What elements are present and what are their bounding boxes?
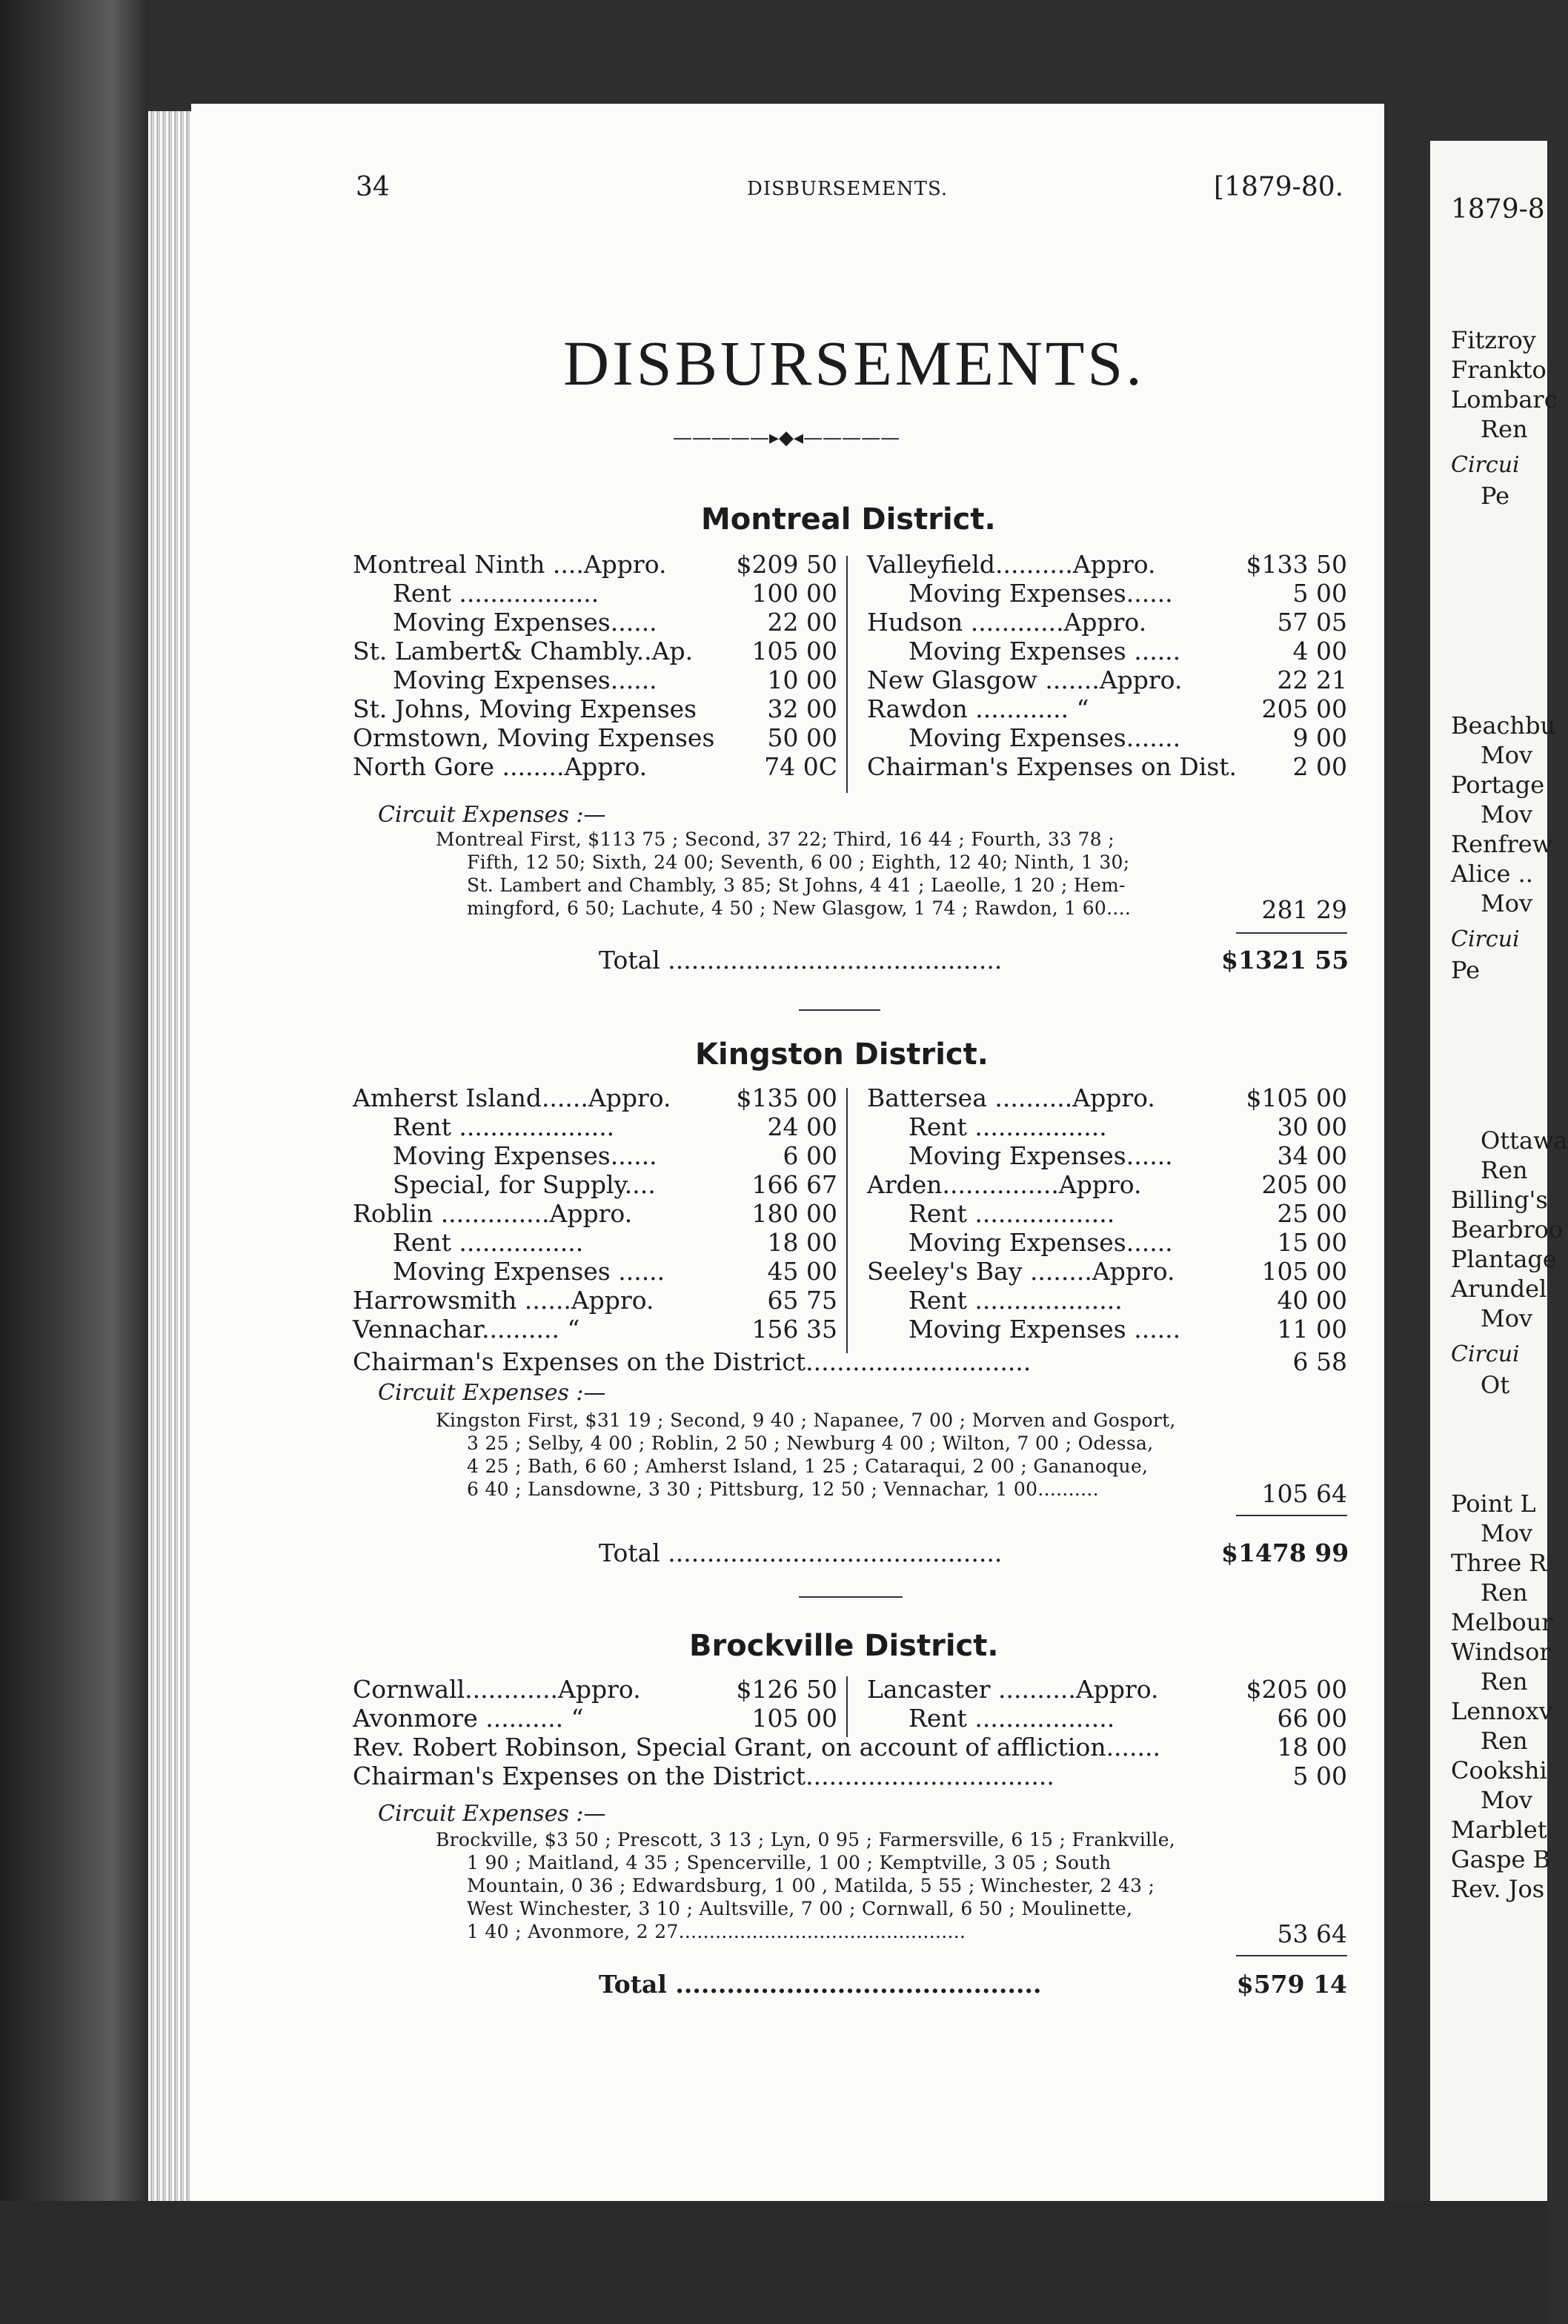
total-rule — [1236, 1515, 1347, 1516]
line-item-label: Moving Expenses...... — [908, 1141, 1173, 1170]
facing-page-line: Pe — [1451, 956, 1481, 984]
line-item-amount: 105 00 — [751, 1704, 837, 1733]
section-divider — [799, 1009, 880, 1011]
facing-page-line: Renfrew — [1451, 830, 1553, 858]
line-item-amount: 105 00 — [751, 637, 837, 665]
kingston-total-label: Total ........................................... — [599, 1538, 1003, 1567]
line-item-label: Moving Expenses...... — [393, 1141, 657, 1170]
facing-page-line: Alice .. — [1451, 860, 1533, 888]
facing-page-line: Beachbu — [1451, 711, 1556, 740]
ornament-divider: —————▸◆◂————— — [673, 427, 900, 449]
facing-page-line: Point L — [1451, 1490, 1536, 1518]
circuit-expense-line: 4 25 ; Bath, 6 60 ; Amherst Island, 1 25 ; Cataraqui, 2 00 ; Gananoque, — [467, 1455, 1149, 1477]
line-item-amount: $126 50 — [736, 1675, 837, 1704]
circuit-expense-line: Fifth, 12 50; Sixth, 24 00; Seventh, 6 00 ; Eighth, 12 40; Ninth, 1 30; — [467, 851, 1130, 873]
line-item-amount: 30 00 — [1277, 1112, 1347, 1141]
circuit-expense-line: mingford, 6 50; Lachute, 4 50 ; New Glasgow, 1 74 ; Rawdon, 1 60.... — [467, 897, 1132, 919]
column-divider — [846, 1676, 848, 1737]
line-item-amount: 40 00 — [1277, 1286, 1347, 1315]
line-item-label: Rev. Robert Robinson, Special Grant, on account of affliction....... — [353, 1733, 1160, 1762]
line-item-amount: $105 00 — [1246, 1083, 1347, 1112]
facing-page-line: Mov — [1481, 889, 1533, 917]
line-item-label: Seeley's Bay ........Appro. — [867, 1257, 1175, 1286]
line-item-amount: 156 35 — [751, 1315, 837, 1344]
facing-page-line: Ren — [1481, 1156, 1528, 1184]
facing-page-line: Three R — [1451, 1549, 1547, 1577]
line-item-amount: 18 00 — [767, 1228, 837, 1257]
facing-page-line: Plantage — [1451, 1245, 1557, 1273]
line-item-amount: 57 05 — [1277, 608, 1347, 637]
circuit-expense-line: Kingston First, $31 19 ; Second, 9 40 ; Napanee, 7 00 ; Morven and Gosport, — [436, 1410, 1176, 1431]
line-item-amount: 50 00 — [767, 723, 837, 752]
kingston-chairman-amount: 6 58 — [1292, 1347, 1347, 1376]
line-item-label: Moving Expenses...... — [908, 1228, 1173, 1257]
facing-page-line: Ren — [1481, 415, 1528, 443]
line-item-label: Roblin ..............Appro. — [353, 1199, 633, 1228]
line-item-label: Cornwall............Appro. — [353, 1675, 641, 1704]
line-item-amount: 11 00 — [1277, 1315, 1347, 1344]
facing-page-line: Ren — [1481, 1727, 1528, 1755]
line-item-amount: 10 00 — [767, 665, 837, 694]
brockville-total-amount: $579 14 — [1236, 1970, 1347, 1999]
page-stack-edges — [148, 111, 193, 2201]
district-heading-kingston: Kingston District. — [695, 1038, 989, 1072]
circuit-expense-line: West Winchester, 3 10 ; Aultsville, 7 00 ; Cornwall, 6 50 ; Moulinette, — [467, 1898, 1133, 1919]
page-number: 34 — [356, 172, 390, 202]
line-item-label: New Glasgow .......Appro. — [867, 665, 1183, 694]
facing-page-line: Mov — [1481, 800, 1533, 829]
line-item-amount: $209 50 — [736, 550, 837, 579]
line-item-amount: 205 00 — [1261, 1170, 1347, 1199]
facing-page-line: Circui — [1451, 926, 1520, 952]
line-item-amount: 66 00 — [1277, 1704, 1347, 1733]
section-divider — [799, 1596, 903, 1598]
line-item-label: Hudson ............Appro. — [867, 608, 1147, 637]
line-item-label: Battersea ..........Appro. — [867, 1083, 1155, 1112]
line-item-label: Moving Expenses....... — [908, 723, 1181, 752]
line-item-label: Valleyfield..........Appro. — [867, 550, 1156, 579]
facing-page-line: Ren — [1481, 1667, 1528, 1696]
line-item-label: Rent ................ — [393, 1228, 584, 1257]
facing-page-line: Mov — [1481, 1304, 1533, 1332]
line-item-label: Rent ................... — [908, 1286, 1123, 1315]
line-item-label: Moving Expenses ...... — [393, 1257, 665, 1286]
line-item-label: Chairman's Expenses on Dist. — [867, 752, 1238, 781]
montreal-total-amount: $1321 55 — [1221, 946, 1349, 975]
line-item-amount: 6 00 — [783, 1141, 837, 1170]
line-item-amount: 180 00 — [751, 1199, 837, 1228]
district-heading-brockville: Brockville District. — [689, 1629, 999, 1663]
circuit-expense-line: St. Lambert and Chambly, 3 85; St Johns, 4 41 ; Laeolle, 1 20 ; Hem- — [467, 874, 1126, 896]
line-item-amount: 205 00 — [1261, 694, 1347, 723]
circuit-expense-line: 1 40 ; Avonmore, 2 27............................................... — [467, 1921, 966, 1942]
line-item-label: Special, for Supply.... — [393, 1170, 656, 1199]
column-divider — [846, 556, 848, 793]
kingston-total-amount: $1478 99 — [1221, 1538, 1349, 1567]
line-item-amount: 45 00 — [767, 1257, 837, 1286]
facing-page-line: Mov — [1481, 1519, 1533, 1547]
scan-background — [0, 2201, 1547, 2324]
facing-page-line: Melbour — [1451, 1608, 1553, 1636]
circuit-expenses-heading: Circuit Expenses :— — [378, 802, 606, 828]
facing-page-line: Marblet — [1451, 1816, 1547, 1844]
line-item-amount: 5 00 — [1292, 579, 1347, 608]
line-item-label: Rawdon ............ “ — [867, 694, 1089, 723]
line-item-label: Montreal Ninth ....Appro. — [353, 550, 667, 579]
line-item-amount: 105 00 — [1261, 1257, 1347, 1286]
facing-page-line: Ot — [1481, 1371, 1510, 1399]
montreal-circuit-amount: 281 29 — [1261, 895, 1347, 924]
line-item-label: Rent .................. — [908, 1199, 1115, 1228]
brockville-total-label: Total ........................................... — [599, 1970, 1042, 1999]
facing-page-line: Ottawa — [1481, 1126, 1568, 1155]
circuit-expense-line: Brockville, $3 50 ; Prescott, 3 13 ; Lyn, 0 95 ; Farmersville, 6 15 ; Frankville, — [436, 1829, 1176, 1850]
line-item-amount: 100 00 — [751, 579, 837, 608]
facing-page-line: Circui — [1451, 1341, 1520, 1367]
book-binding-edge — [0, 0, 148, 2324]
facing-page-line: Arundel — [1451, 1275, 1547, 1303]
line-item-amount: 25 00 — [1277, 1199, 1347, 1228]
circuit-expense-line: 3 25 ; Selby, 4 00 ; Roblin, 2 50 ; Newburg 4 00 ; Wilton, 7 00 ; Odessa, — [467, 1432, 1154, 1454]
line-item-label: Rent ................. — [908, 1112, 1107, 1141]
line-item-label: Harrowsmith ......Appro. — [353, 1286, 654, 1315]
facing-page-line: Mov — [1481, 1786, 1533, 1814]
line-item-amount: 18 00 — [1277, 1733, 1347, 1762]
facing-page-line: Circui — [1451, 452, 1520, 478]
line-item-label: Amherst Island......Appro. — [353, 1083, 671, 1112]
facing-page-line: Lennoxv — [1451, 1697, 1552, 1725]
facing-page-fragment — [1430, 141, 1568, 2201]
line-item-label: Rent .................. — [393, 579, 599, 608]
facing-page-line: Rev. Jos — [1451, 1875, 1545, 1903]
facing-page-line: Cookshi — [1451, 1756, 1547, 1784]
line-item-label: Arden...............Appro. — [867, 1170, 1142, 1199]
line-item-label: Ormstown, Moving Expenses — [353, 723, 715, 752]
facing-page-header: 1879-8 — [1451, 194, 1545, 225]
circuit-expense-line: Montreal First, $113 75 ; Second, 37 22; Third, 16 44 ; Fourth, 33 78 ; — [436, 829, 1114, 850]
facing-page-line: Ren — [1481, 1578, 1528, 1607]
circuit-expense-line: 1 90 ; Maitland, 4 35 ; Spencerville, 1 00 ; Kemptville, 3 05 ; South — [467, 1852, 1112, 1873]
circuit-expense-line: 6 40 ; Lansdowne, 3 30 ; Pittsburg, 12 50 ; Vennachar, 1 00.......... — [467, 1478, 1099, 1500]
line-item-label: North Gore ........Appro. — [353, 752, 648, 781]
circuit-expense-line: Mountain, 0 36 ; Edwardsburg, 1 00 , Matilda, 5 55 ; Winchester, 2 43 ; — [467, 1875, 1155, 1896]
facing-page-line: Fitzroy — [1451, 326, 1536, 354]
line-item-amount: 74 0C — [764, 752, 837, 781]
kingston-circuit-amount: 105 64 — [1261, 1479, 1347, 1508]
line-item-amount: $133 50 — [1246, 550, 1347, 579]
line-item-label: Vennachar.......... “ — [353, 1315, 580, 1344]
facing-page-line: Mov — [1481, 741, 1533, 769]
line-item-label: Avonmore .......... “ — [353, 1704, 584, 1733]
total-rule — [1236, 932, 1347, 934]
line-item-amount: 24 00 — [767, 1112, 837, 1141]
facing-page-line: Bearbroo — [1451, 1215, 1564, 1244]
line-item-amount: 65 75 — [767, 1286, 837, 1315]
line-item-amount: $205 00 — [1246, 1675, 1347, 1704]
line-item-label: Moving Expenses ...... — [908, 637, 1181, 665]
line-item-amount: 22 21 — [1277, 665, 1347, 694]
line-item-label: Lancaster ..........Appro. — [867, 1675, 1159, 1704]
column-divider — [846, 1088, 848, 1353]
line-item-amount: 15 00 — [1277, 1228, 1347, 1257]
circuit-expenses-heading: Circuit Expenses :— — [378, 1801, 606, 1827]
line-item-amount: 4 00 — [1292, 637, 1347, 665]
facing-page-line: Gaspe B — [1451, 1845, 1551, 1873]
total-rule — [1236, 1955, 1347, 1956]
line-item-amount: 5 00 — [1292, 1762, 1347, 1790]
line-item-amount: 166 67 — [751, 1170, 837, 1199]
line-item-amount: $135 00 — [736, 1083, 837, 1112]
facing-page-line: Frankto — [1451, 356, 1547, 384]
line-item-label: St. Lambert& Chambly..Ap. — [353, 637, 694, 665]
facing-page-line: Windsor — [1451, 1638, 1551, 1666]
district-heading-montreal: Montreal District. — [701, 502, 996, 537]
circuit-expenses-heading: Circuit Expenses :— — [378, 1380, 606, 1406]
kingston-chairman-label: Chairman's Expenses on the District............................. — [353, 1347, 1032, 1376]
line-item-label: St. Johns, Moving Expenses — [353, 694, 697, 723]
facing-page-line: Portage — [1451, 771, 1545, 799]
line-item-label: Moving Expenses...... — [908, 579, 1173, 608]
left-page — [191, 104, 1384, 2201]
facing-page-line: Lombarc — [1451, 385, 1558, 414]
line-item-label: Rent .................... — [393, 1112, 615, 1141]
running-title: DISBURSEMENTS. — [747, 178, 949, 200]
line-item-amount: 34 00 — [1277, 1141, 1347, 1170]
brockville-circuit-amount: 53 64 — [1277, 1919, 1347, 1948]
line-item-amount: 2 00 — [1292, 752, 1347, 781]
line-item-label: Moving Expenses ...... — [908, 1315, 1181, 1344]
facing-page-line: Pe — [1481, 482, 1510, 510]
line-item-amount: 9 00 — [1292, 723, 1347, 752]
page-title: DISBURSEMENTS. — [563, 328, 1145, 399]
line-item-amount: 32 00 — [767, 694, 837, 723]
line-item-label: Moving Expenses...... — [393, 608, 657, 637]
line-item-label: Chairman's Expenses on the District................................ — [353, 1762, 1054, 1790]
facing-page-line: Billing's — [1451, 1186, 1548, 1214]
montreal-total-label: Total ........................................... — [599, 946, 1003, 975]
line-item-amount: 22 00 — [767, 608, 837, 637]
line-item-label: Rent .................. — [908, 1704, 1115, 1733]
year-range: [1879-80. — [1214, 172, 1344, 202]
line-item-label: Moving Expenses...... — [393, 665, 657, 694]
